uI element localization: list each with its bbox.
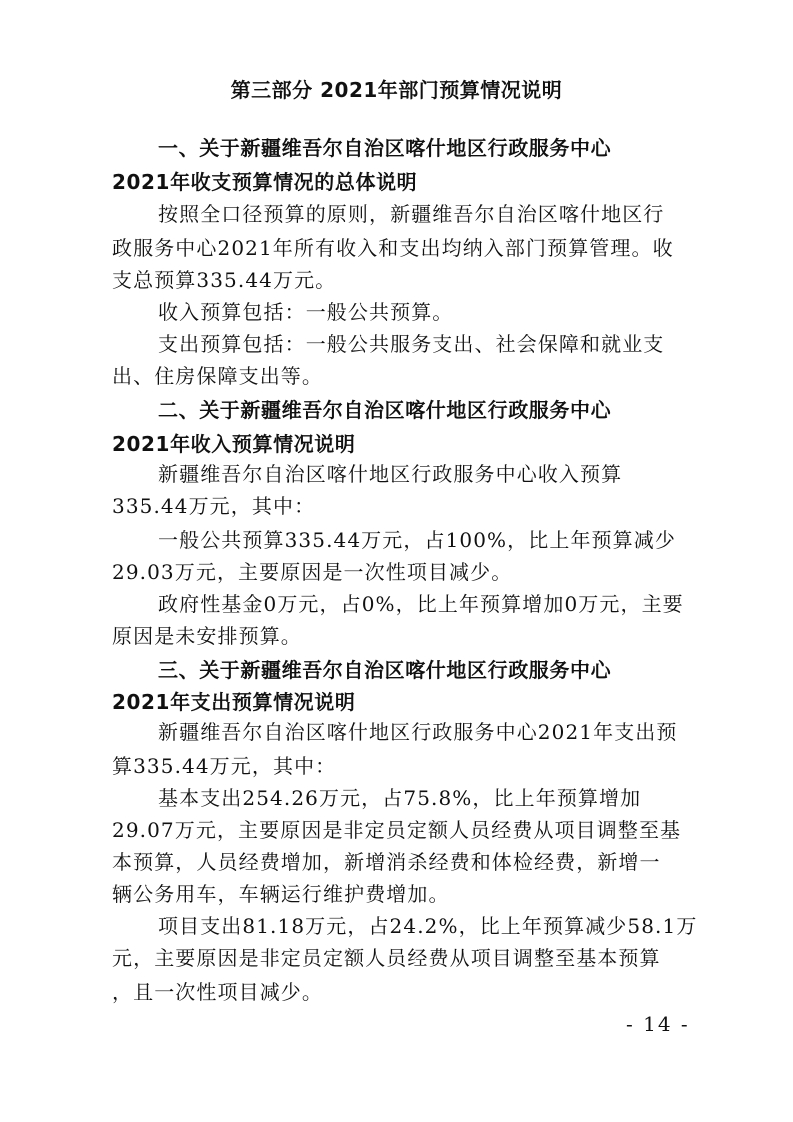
section2-heading-line2: 2021年收入预算情况说明 [112, 432, 356, 456]
section3-paragraph-line: 算335.44万元，其中： [112, 754, 337, 778]
section2-paragraph-line: 新疆维吾尔自治区喀什地区行政服务中心收入预算 [158, 462, 623, 486]
section1-paragraph-line: 支出预算包括：一般公共服务支出、社会保障和就业支 [158, 332, 665, 356]
section3-paragraph-line: 辆公务用车，车辆运行维护费增加。 [112, 882, 450, 906]
section3-heading-line2: 2021年支出预算情况说明 [112, 690, 356, 714]
section3-paragraph-line: 本预算，人员经费增加，新增消杀经费和体检经费，新增一 [112, 850, 661, 874]
section2-paragraph-line: 29.03万元，主要原因是一次性项目减少。 [112, 560, 513, 584]
page-title: 第三部分 2021年部门预算情况说明 [230, 78, 563, 102]
section3-paragraph-line: 29.07万元，主要原因是非定员定额人员经费从项目调整至基 [112, 818, 682, 842]
section2-paragraph-line: 原因是未安排预算。 [112, 624, 302, 648]
section3-paragraph-line: 元，主要原因是非定员定额人员经费从项目调整至基本预算 [112, 946, 661, 970]
section1-paragraph-line: 按照全口径预算的原则，新疆维吾尔自治区喀什地区行 [158, 202, 665, 226]
page-number: - 14 - [626, 1012, 690, 1036]
section2-paragraph-line: 一般公共预算335.44万元，占100%，比上年预算减少 [158, 528, 676, 552]
section2-paragraph-line: 政府性基金0万元，占0%，比上年预算增加0万元，主要 [158, 592, 684, 616]
section3-heading-line1: 三、关于新疆维吾尔自治区喀什地区行政服务中心 [158, 658, 612, 682]
section2-heading-line1: 二、关于新疆维吾尔自治区喀什地区行政服务中心 [158, 398, 612, 422]
section1-paragraph-line: 支总预算335.44万元。 [112, 268, 337, 292]
section1-paragraph-line: 政服务中心2021年所有收入和支出均纳入部门预算管理。收 [112, 236, 674, 260]
section3-paragraph-line: 基本支出254.26万元，占75.8%，比上年预算增加 [158, 786, 642, 810]
section1-paragraph-line: 收入预算包括：一般公共预算。 [158, 300, 454, 324]
section3-paragraph-line: 新疆维吾尔自治区喀什地区行政服务中心2021年支出预 [158, 720, 678, 744]
section2-paragraph-line: 335.44万元，其中： [112, 494, 316, 518]
section1-heading-line2: 2021年收支预算情况的总体说明 [112, 170, 418, 194]
section3-paragraph-line: 项目支出81.18万元，占24.2%，比上年预算减少58.1万 [158, 914, 698, 938]
section1-heading-line1: 一、关于新疆维吾尔自治区喀什地区行政服务中心 [158, 136, 612, 160]
section3-paragraph-line: ，且一次性项目减少。 [112, 980, 323, 1004]
section1-paragraph-line: 出、住房保障支出等。 [112, 364, 323, 388]
